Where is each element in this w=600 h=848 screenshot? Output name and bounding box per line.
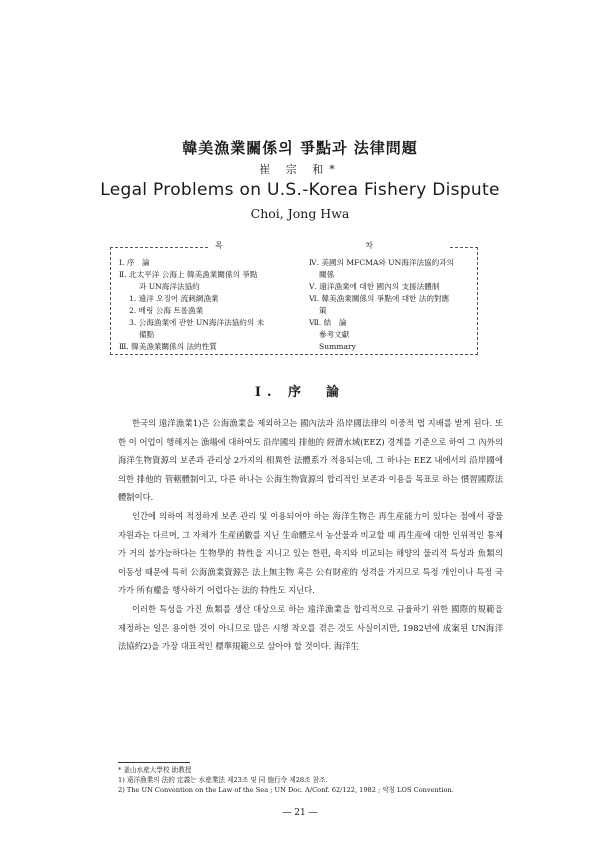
toc-item: 備點 [139, 330, 155, 339]
footnote: 1) 遠洋漁業의 法的 定義는 水産業法 제23조 및 同 施行令 제28조 참조. [118, 776, 328, 784]
toc-item: Ⅳ. 美國의 MFCMA와 UN海洋法協約과의 [309, 258, 454, 267]
korean-author: 崔 宗 和* [259, 163, 341, 176]
toc-right-column [309, 257, 471, 353]
toc-item: Ⅲ. 韓美漁業關係의 法的性質 [119, 342, 217, 351]
english-author: Choi, Jong Hwa [250, 206, 350, 221]
english-title: Legal Problems on U.S.-Korea Fishery Dispute [100, 180, 500, 200]
toc-item: Summary [319, 342, 356, 351]
footnote: * 釜山水産大學校 助教授 [118, 766, 192, 774]
paragraph: 한국의 遠洋漁業1)은 公海漁業을 제외하고는 國內法과 沿岸國法律의 이중적 법 지배를 받게 된다. 또한 이 어업이 행해지는 漁場에 대하여도 沿岸國의 排他的 經濟水域(EEZ) 경계를 기준으로 하여 그 內外의 海洋生物資源의 보존과 관리상 2가지의 相異한 法體系가 적용되는데, 그 하나는 EEZ 내에서의 沿岸國에 의한 排他的 管轄體制이고, 다른 하나는 公海生物資源의 합리적인 보존과 이용을 목표로 하는 慣習國際法體制이다. [118, 418, 503, 503]
footnote-rule [118, 762, 190, 763]
table-of-contents [110, 241, 478, 355]
paragraph: 인간에 의하여 적정하게 보존 관리 및 이용되어야 하는 海洋生物은 再生産能力이 있다는 점에서 광물 자원과는 다르며, 그 자체가 生産函數를 지닌 生命體로서 농산물과 비교할 때 再生産에 대한 인위적인 통제가 거의 불가능하다는 生物學的 特性을 지니고 있는 한편, 육지와 비교되는 해양의 물리적 특성과 魚類의 이동성 때문에 특히 公海漁業資源은 法上無主物 혹은 公有財産的 성격을 가지므로 특정 개인이나 특정 국가가 所有權을 행사하기 어렵다는 法的 特性도 지닌다. [118, 510, 503, 596]
toc-item: 參考文獻 [319, 330, 350, 339]
toc-item: Ⅰ. 序 論 [119, 258, 150, 267]
toc-item: 과 UN海洋法協約 [139, 282, 200, 291]
page-number: ― 21 ― [282, 808, 318, 818]
toc-item: 關係 [319, 270, 335, 279]
korean-title: 韓美漁業關係의 爭點과 法律問題 [182, 139, 418, 157]
footnote: 2) The UN Convention on the Law of the Sea ; UN Doc. A/Conf. 62/122, 1982 ; 약칭 LOS Convention. [118, 786, 454, 794]
toc-item: 策 [319, 306, 327, 315]
body-text [118, 414, 503, 656]
toc-item: Ⅶ. 結 論 [309, 318, 347, 327]
toc-left-column [119, 257, 299, 353]
paragraph: 이러한 특성을 가진 魚類를 생산 대상으로 하는 遠洋漁業을 합리적으로 규율하기 위한 國際的規範을 제정하는 일은 용이한 것이 아니므로 많은 시행 착오를 겪은 것도 사실이지만, 1982년에 成案된 UN海洋法協約2)을 가장 대표적인 標準規範으로 삼아야 할 것이다. 海洋生 [118, 603, 503, 652]
toc-item: 1. 遠洋 오징어 流刺網漁業 [129, 294, 219, 303]
toc-item: 3. 公海漁業에 관한 UN海洋法協約의 未 [129, 318, 265, 327]
toc-item: Ⅵ. 韓美漁業關係의 爭點에 대한 法的對應 [309, 294, 450, 303]
toc-item: Ⅱ. 北太平洋 公海上 韓美漁業關係의 爭點 [119, 270, 258, 279]
section-heading: Ⅰ. 序 論 [254, 385, 346, 400]
toc-item: Ⅴ. 遠洋漁業에 대한 國內의 支援法體制 [309, 282, 440, 291]
toc-item: 2. 베링 公海 트롤漁業 [129, 306, 204, 315]
toc-heading: 목 차 [210, 241, 448, 250]
